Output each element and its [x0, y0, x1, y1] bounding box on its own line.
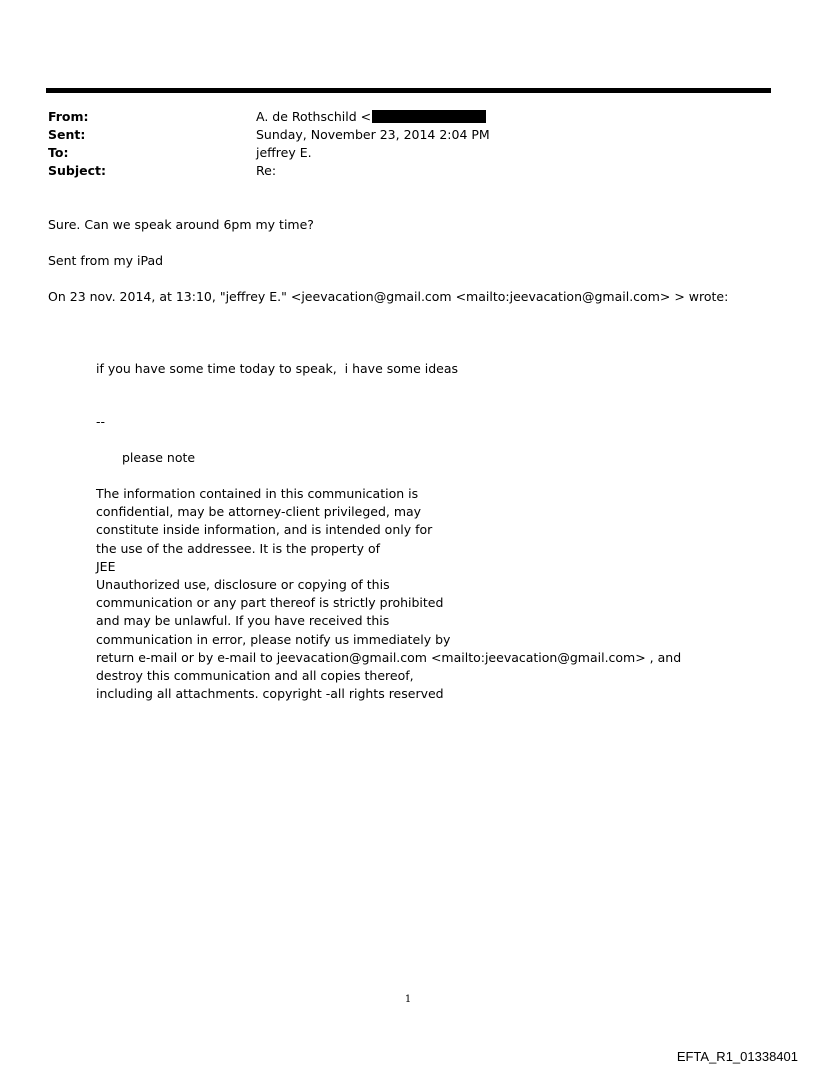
- quote-intro: On 23 nov. 2014, at 13:10, "jeffrey E." <jeevacation@gmail.com <mailto:jeevacation@gmail.com> > wrote:: [48, 289, 729, 304]
- disclaimer-line: destroy this communication and all copies thereof,: [96, 668, 414, 684]
- header-divider: [46, 88, 771, 93]
- from-name: A. de Rothschild <: [256, 109, 372, 124]
- disclaimer-line: confidential, may be attorney-client privileged, may: [96, 504, 422, 520]
- disclaimer-line: communication or any part thereof is strictly prohibited: [96, 595, 444, 611]
- reply-text: Sure. Can we speak around 6pm my time?: [48, 217, 314, 232]
- from-value: [256, 108, 486, 126]
- quoted-message: if you have some time today to speak, i have some ideas: [96, 361, 458, 376]
- sent-value: Sunday, November 23, 2014 2:04 PM: [256, 127, 490, 142]
- redaction-box: [372, 110, 486, 123]
- disclaimer-line: Unauthorized use, disclosure or copying of this: [96, 577, 390, 593]
- subject-label: Subject:: [48, 163, 106, 178]
- disclaimer-line: The information contained in this communication is: [96, 486, 419, 501]
- signature-separator: --: [96, 414, 106, 429]
- disclaimer-line: return e-mail or by e-mail to jeevacation@gmail.com <mailto:jeevacation@gmail.com> , and: [96, 649, 682, 665]
- from-label: From:: [48, 109, 89, 124]
- disclaimer-line: including all attachments. copyright -all rights reserved: [96, 686, 444, 702]
- disclaimer: [96, 485, 681, 703]
- sent-label: Sent:: [48, 127, 86, 142]
- subject-value: Re:: [256, 163, 277, 178]
- page-number: 1: [404, 994, 412, 1005]
- disclaimer-line: communication in error, please notify us immediately by: [96, 631, 451, 647]
- disclaimer-line: JEE: [96, 558, 116, 574]
- document-id: EFTA_R1_01338401: [676, 1049, 798, 1064]
- disclaimer-line: constitute inside information, and is intended only for: [96, 522, 433, 538]
- signature-text: Sent from my iPad: [48, 253, 164, 268]
- please-note: please note: [122, 450, 196, 465]
- to-label: To:: [48, 145, 69, 160]
- disclaimer-line: and may be unlawful. If you have received this: [96, 613, 390, 629]
- to-value: jeffrey E.: [256, 145, 312, 160]
- disclaimer-line: the use of the addressee. It is the property of: [96, 540, 381, 556]
